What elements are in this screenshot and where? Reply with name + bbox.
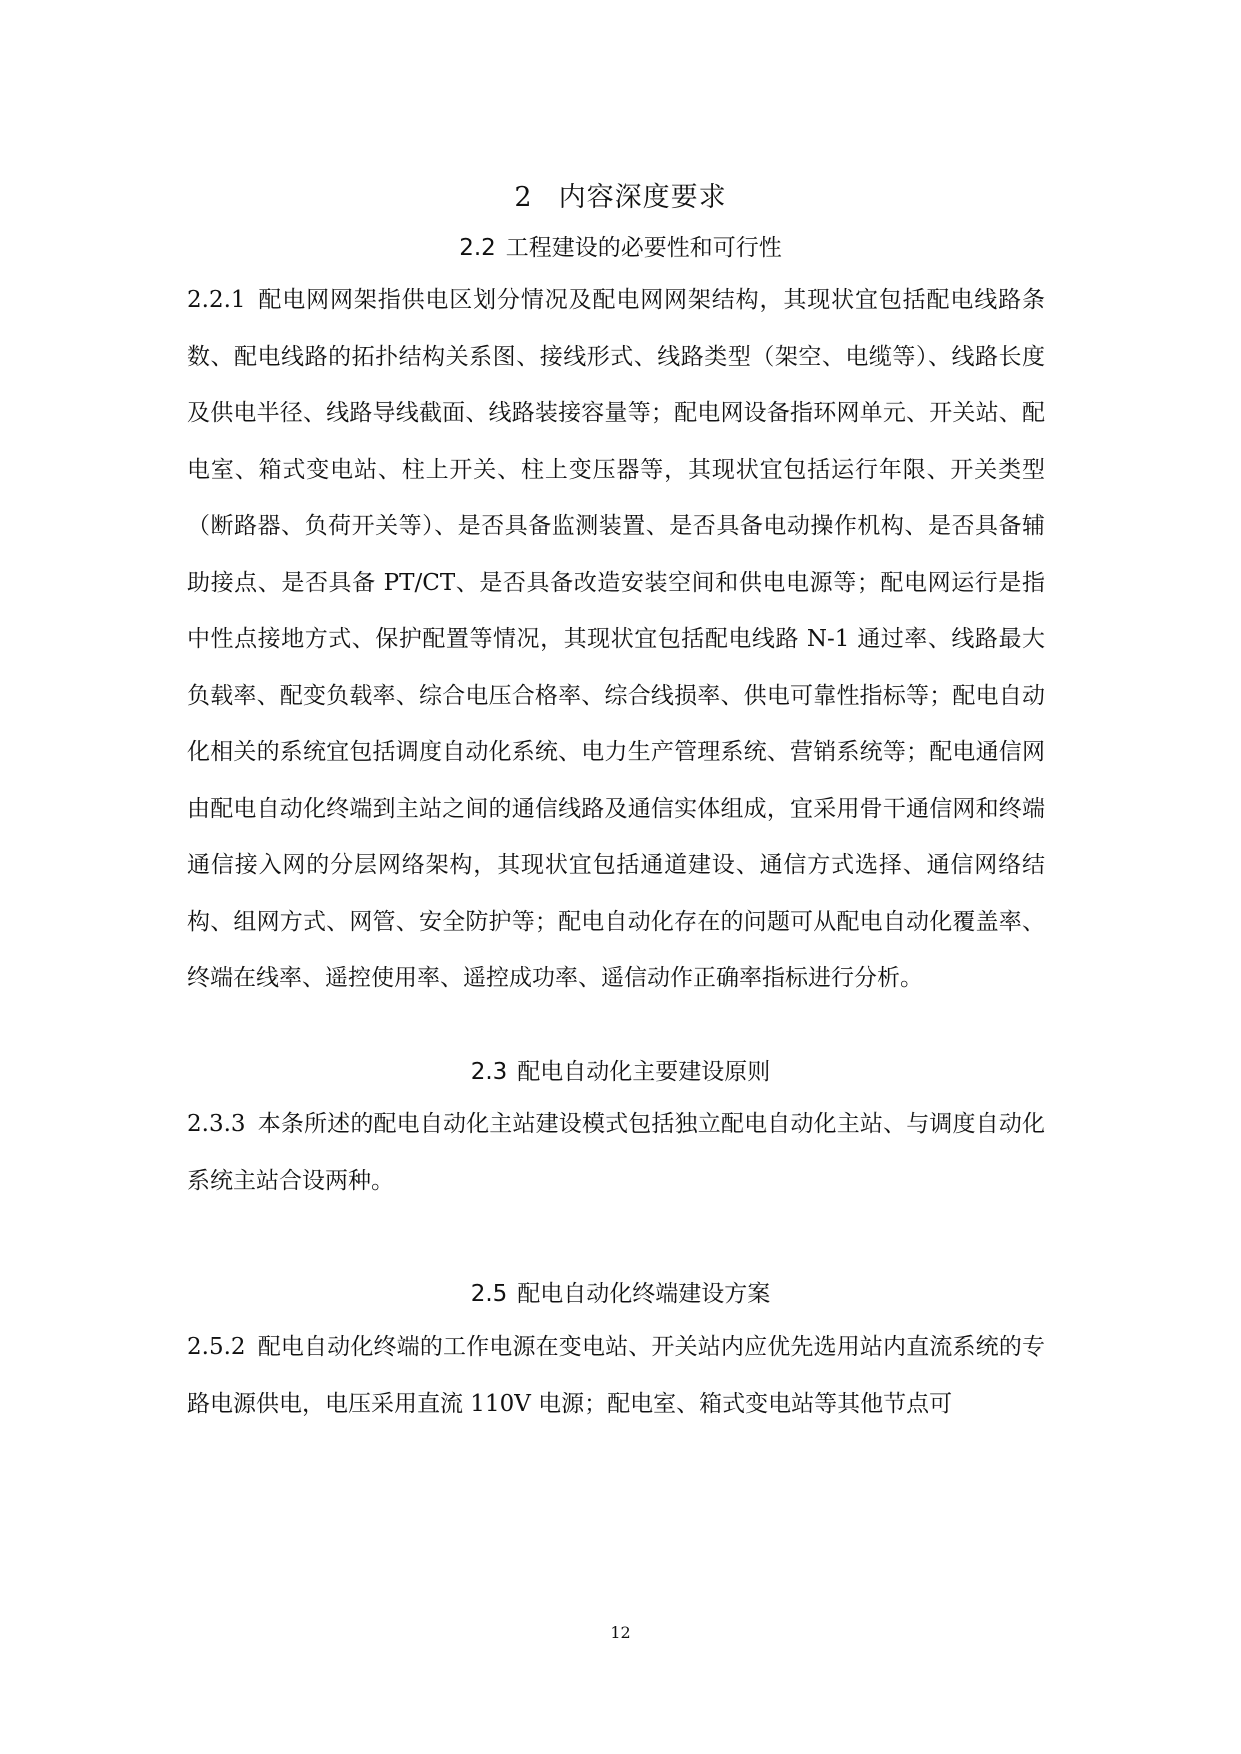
section-heading-2-3	[0, 1054, 1241, 1090]
section-title: 配电自动化终端建设方案	[517, 1281, 771, 1307]
clause-number: 2.2.1	[187, 287, 246, 313]
page-number: 12	[610, 1623, 631, 1642]
chapter-title	[0, 178, 1241, 218]
clause-text: 本条所述的配电自动化主站建设模式包括独立配电自动化主站、与调度自动化系统主站合设两种。	[187, 1111, 1045, 1194]
section-number: 2.2	[459, 235, 496, 261]
section-title: 配电自动化主要建设原则	[517, 1059, 771, 1085]
clause-number: 2.3.3	[187, 1111, 246, 1137]
clause-paragraph-2-3-3	[187, 1096, 1045, 1209]
clause-text: 配电自动化终端的工作电源在变电站、开关站内应优先选用站内直流系统的专路电源供电，电压采用直流 110V 电源；配电室、箱式变电站等其他节点可	[187, 1334, 1045, 1417]
chapter-title-text: 内容深度要求	[558, 182, 727, 213]
section-number: 2.5	[470, 1281, 508, 1307]
chapter-number: 2	[514, 182, 533, 213]
section-number: 2.3	[470, 1059, 508, 1085]
clause-text: 配电网网架指供电区划分情况及配电网网架结构，其现状宜包括配电线路条数、配电线路的拓扑结构关系图、接线形式、线路类型（架空、电缆等）、线路长度及供电半径、线路导线截面、线路装接容量等；配电网设备指环网单元、开关站、配电室、箱式变电站、柱上开关、柱上变压器等，其现状宜包括运行年限、开关类型（断路器、负荷开关等）、是否具备监测装置、是否具备电动操作机构、是否具备辅助接点、是否具备 PT/CT、是否具备改造安装空间和供电电源等；配电网运行是指中性点接地方式、保护配置等情况，其现状宜包括配电线路 N-1 通过率、线路最大负载率、配变负载率、综合电压合格率、综合线损率、供电可靠性指标等；配电自动化相关的系统宜包括调度自动化系统、电力生产管理系统、营销系统等；配电通信网由配电自动化终端到主站之间的通信线路及通信实体组成，宜采用骨干通信网和终端通信接入网的分层网络架构，其现状宜包括通道建设、通信方式选择、通信网络结构、组网方式、网管、安全防护等；配电自动化存在的问题可从配电自动化覆盖率、终端在线率、遥控使用率、遥控成功率、遥信动作正确率指标进行分析。	[187, 287, 1045, 991]
section-heading-2-5	[0, 1276, 1241, 1312]
section-heading-2-2	[0, 230, 1241, 266]
clause-paragraph-2-5-2	[187, 1319, 1045, 1432]
clause-paragraph-2-2-1	[187, 272, 1045, 1007]
clause-number: 2.5.2	[187, 1334, 246, 1360]
section-title: 工程建设的必要性和可行性	[505, 235, 782, 261]
